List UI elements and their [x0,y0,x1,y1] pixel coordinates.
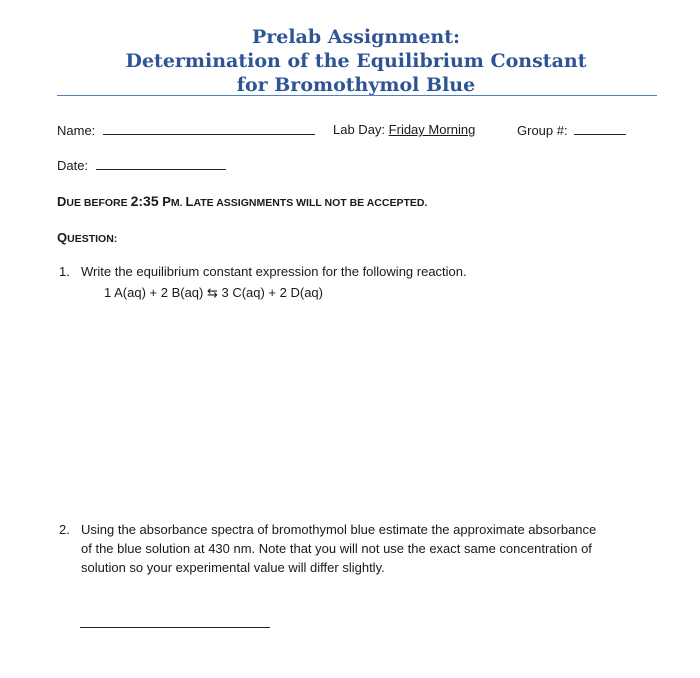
notice-late-rest: ATE ASSIGNMENTS WILL NOT BE ACCEPTED. [193,197,428,209]
question-1-number: 1. [59,264,70,279]
title-divider [57,95,657,96]
notice-due-rest: UE BEFORE [66,197,131,209]
question-2-line-1: Using the absorbance spectra of bromothymol blue estimate the approximate absorbance [81,522,597,537]
name-label: Name: [57,123,96,138]
date-label: Date: [57,158,89,173]
date-blank[interactable] [96,157,226,170]
notice-pm-p: P [158,194,171,209]
answer-blank[interactable] [80,627,270,628]
notice-late-l: L [185,194,194,209]
group-field [517,122,626,139]
question-heading [57,230,117,247]
group-label: Group #: [517,123,568,138]
question-heading-rest: UESTION: [67,233,118,245]
lab-day-field [333,122,475,138]
group-blank[interactable] [574,122,626,135]
title-line-1: Prelab Assignment: [251,26,461,48]
question-1-reaction: 1 A(aq) + 2 B(aq) ⇆ 3 C(aq) + 2 D(aq) [104,285,323,300]
name-blank[interactable] [103,122,315,135]
question-2-line-2: of the blue solution at 430 nm. Note that you will not use the exact same concentration of [81,541,592,556]
question-2-line-3: solution so your experimental value will differ slightly. [81,560,385,575]
title-line-2: Determination of the Equilibrium Constant [125,50,587,72]
notice-due-d: D [57,194,67,209]
question-heading-q: Q [57,230,68,245]
date-field [57,157,226,174]
question-1-text: Write the equilibrium constant expression for the following reaction. [81,264,467,279]
notice-due-time: 2:35 [130,193,159,209]
lab-day-value: Friday Morning [388,122,476,137]
lab-day-label: Lab Day: [333,122,386,137]
question-2-number: 2. [59,522,70,537]
notice-pm-rest: M. [170,197,186,209]
title-line-3: for Bromothymol Blue [236,74,476,96]
due-notice [57,193,427,211]
name-field [57,122,315,139]
